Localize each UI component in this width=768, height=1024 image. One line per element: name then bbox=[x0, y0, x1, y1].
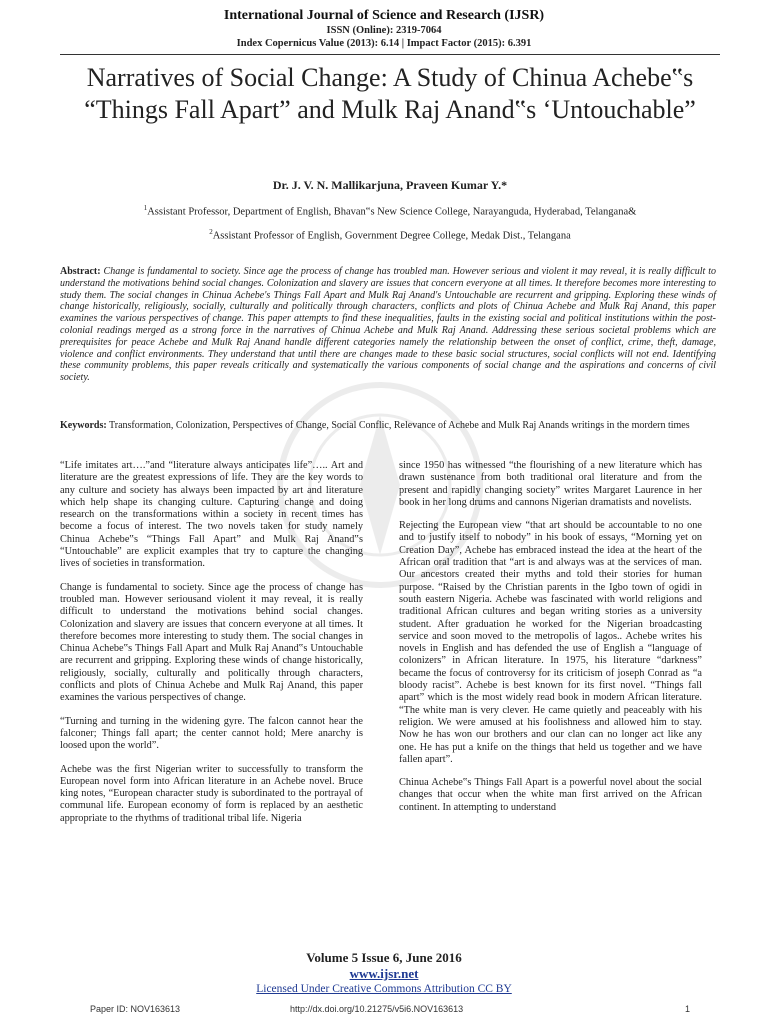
journal-website-link[interactable]: www.ijsr.net bbox=[349, 966, 419, 981]
keywords-text: Transformation, Colonization, Perspectives of Change, Social Conflic, Relevance of Achebe and Mulk Raj Anands writings in the mordern times bbox=[109, 420, 690, 431]
page-footer bbox=[0, 950, 768, 996]
body-column-left bbox=[60, 460, 363, 836]
journal-header bbox=[0, 8, 768, 50]
journal-index: Index Copernicus Value (2013): 6.14 | Impact Factor (2015): 6.391 bbox=[236, 38, 532, 49]
paragraph: since 1950 has witnessed “the flourishing of a new literature which has drawn sustenance from both traditional oral literature and from the present and rapidly changing society” writes Margaret Laurence in her book in her long drums and cannons Nigerian dramatists and novelists. bbox=[399, 460, 702, 508]
header-divider bbox=[60, 54, 720, 55]
volume-info: Volume 5 Issue 6, June 2016 bbox=[306, 950, 462, 965]
paragraph: Rejecting the European view “that art should be accountable to no one and to justify itself to nobody” in his book of essays, “Morning yet on Creation Day”, Achebe has embraced instead the idea at the heart of the African oral tradition that “art is and always was at the services of man. Our ancestors created their myths and told their stories for human purpose. “Raised by the Christian parents in the Igbo town of ogidi in south eastern Nigeria. Achebe was fascinated with world religions and traditional African cultures and began writing stories as a university student. After graduation he worked for the Nigerian broadcasting service and soon moved to the metropolis of lagos.. Achebe writes his novels in English and has defended the use of English a “language of colonizers” in African literature. In 1975, his literature “darkness” became the focus of controversy for its criticism of joseph Conrad as “a bloody racist”. Achebe is best known for its first novel. “Things fall apart” which is the most widely read book in modern African literature. “The white man is very clever. He came quietly and peaceably with his religion. We were amused at his foolishness and allowed him to stay. Now he has won our brothers and our clan can no longer act like any one. He has put a knife on the things that held us together and we have fallen apart”. bbox=[399, 520, 702, 765]
affiliation-2 bbox=[60, 228, 720, 242]
affiliation-1-text: Assistant Professor, Department of English, Bhavan‟s New Science College, Narayanguda, Hyderabad, Telangana& bbox=[147, 206, 637, 218]
abstract-label: Abstract: bbox=[60, 266, 101, 277]
quote-paragraph: “Turning and turning in the widening gyre. The falcon cannot hear the falconer; Things fall apart; the center cannot hold; Mere anarchy is loosed upon the world”. bbox=[60, 715, 363, 752]
paper-title: Narratives of Social Change: A Study of Chinua Achebe‟s “Things Fall Apart” and Mulk Raj Anand‟s ‘Untouchable” bbox=[84, 63, 696, 124]
paragraph: Chinua Achebe‟s Things Fall Apart is a powerful novel about the social changes that occur when the white man first arrived on the African continent. In attempting to understand bbox=[399, 777, 702, 813]
paragraph: Change is fundamental to society. Since age the process of change has troubled man. However seriousand violent it may reveal, it is really difficult to understand the motivations behind social changes. Colonization and slavery are issues that concern everyone at all times. It therefore becomes more interesting to study them. The social changes in Chinua Achebe‟s Things Fall Apart and Mulk Raj Anand‟s Untouchable are recurrent and gripping. Exploring these winds of change historically, religiously, socially, culturally and politically through characters, conflicts and plots of Chinua Achebe and Mulk Raj Anand, this paper examines the various perspectives of change. bbox=[60, 581, 363, 704]
abstract bbox=[60, 266, 716, 384]
journal-name: International Journal of Science and Research (IJSR) bbox=[223, 8, 545, 23]
keywords-label: Keywords: bbox=[60, 420, 107, 431]
body-column-right bbox=[399, 460, 702, 825]
abstract-text: Change is fundamental to society. Since age the process of change has troubled man. However serious and violent it may reveal, it is really difficult to understand the motivations behind social changes. Colonization and slavery are issues that concern everyone at all times. It therefore becomes more interesting to study them. The social changes in Chinua Achebe's Things Fall Apart and Mulk Raj Anand's Untouchable are recurrent and gripping. Exploring these winds of change historically, religiously, socially, culturally and politically through characters, conflicts and plots of Chinua Achebe and Mulk Raj Anand, this paper examines the various perspectives of change. This paper attempts to find these inequalities, faults in the existing social and political institutions within the post-colonial readings merged as a strong force in the narratives of Chinua Achebe and Mulk Raj Anand. Addressing these serious societal problems which are prerequisites for peace Achebe and Mulk Raj Anand handle different categories namely the relationship between the onset of conflict, crime, theft, damage, violence and conflict environments. They understand that until there are changes made to these basic social structures, social conflicts will not end. Identifying these community problems, this paper reveals critically and systematically the various components of social change and the aspirations and concerns of civil society. bbox=[60, 266, 717, 384]
paragraph: Achebe was the first Nigerian writer to successfully to transform the European novel form into African literature in an Achebe novel. Bruce king notes, “European character study is subordinated to the portrayal of communal life. European economy of form is replaced by an aesthetic appropriate to the rhythms of traditional tribal life. Nigeria bbox=[60, 763, 363, 824]
license-link[interactable]: Licensed Under Creative Commons Attribution CC BY bbox=[256, 983, 512, 995]
paper-id: Paper ID: NOV163613 bbox=[90, 1004, 181, 1014]
journal-issn: ISSN (Online): 2319-7064 bbox=[326, 25, 442, 36]
affiliation-1 bbox=[60, 204, 720, 218]
doi-link[interactable]: http://dx.doi.org/10.21275/v5i6.NOV163613 bbox=[290, 1004, 464, 1014]
page-number: 1 bbox=[684, 1004, 690, 1014]
affiliation-1-marker: 1 bbox=[143, 204, 148, 212]
affiliation-2-marker: 2 bbox=[209, 228, 213, 236]
keywords bbox=[60, 420, 716, 432]
affiliation-2-text: Assistant Professor of English, Government Degree College, Medak Dist., Telangana bbox=[212, 230, 571, 242]
paragraph: “Life imitates art….”and “literature always anticipates life”….. Art and literature are the greatest expressions of life. They are the key words to any culture and society has always been impacted by art and literature which help shape its changing culture. Capturing change and doing research on the transformations within a society in recent times has become a focus of interest. The two novels taken for study namely Chinua Achebe‟s “Things Fall Apart” and Mulk Raj Anand‟s “Untouchable” are explicit examples that try to capture the changing lives of societies in transformation. bbox=[60, 460, 363, 570]
paper-authors: Dr. J. V. N. Mallikarjuna, Praveen Kumar Y.* bbox=[272, 178, 508, 192]
